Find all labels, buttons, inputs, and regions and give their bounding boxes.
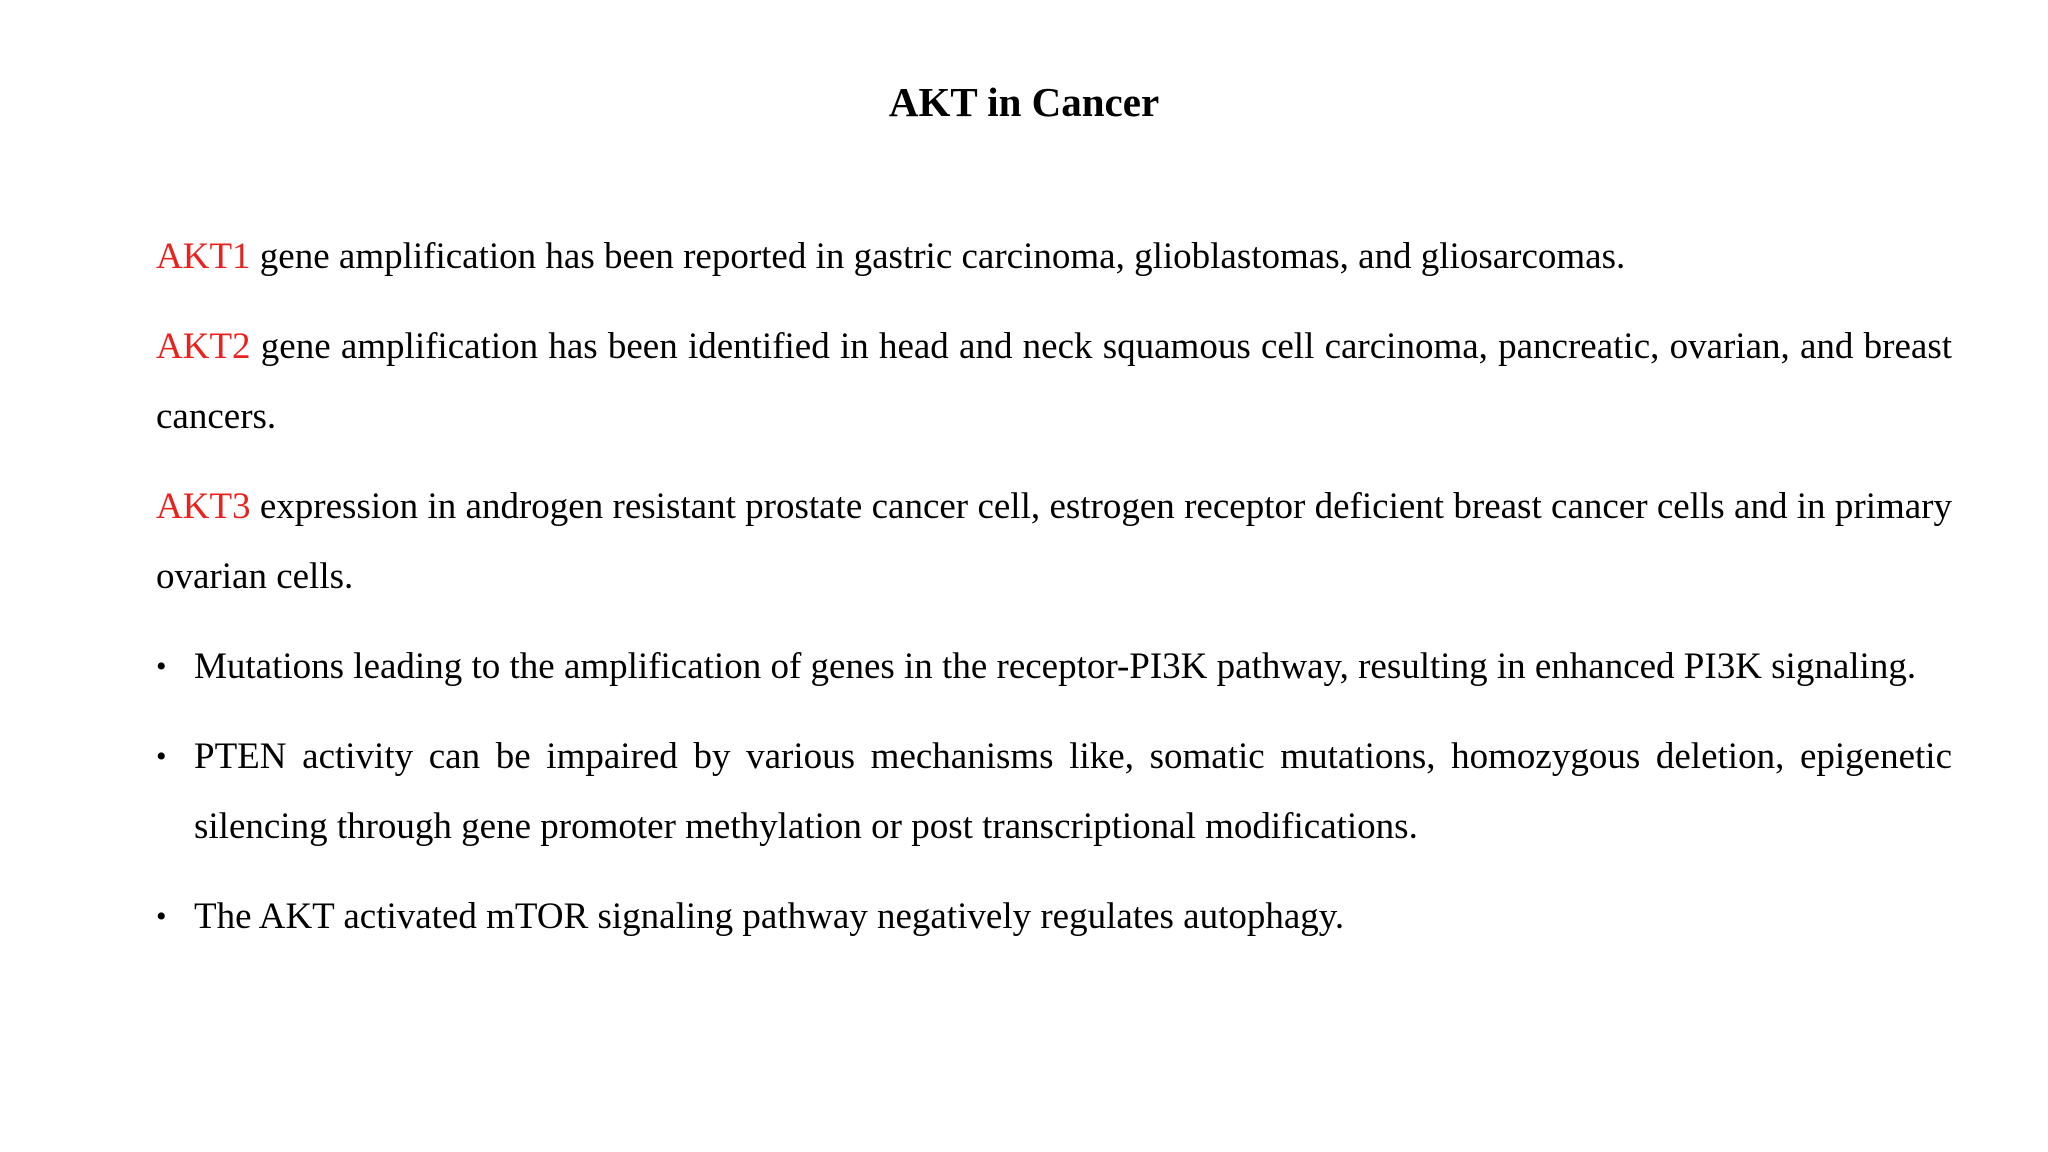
bullet-item-pten — [156, 722, 1952, 862]
akt1-description: gene amplification has been reported in gastric carcinoma, glioblastomas, and gliosarcomas. — [250, 236, 1626, 277]
bullet-icon: • — [156, 740, 167, 773]
akt1-paragraph — [156, 222, 1952, 292]
bullet-text: The AKT activated mTOR signaling pathway negatively regulates autophagy. — [194, 896, 1345, 937]
bullet-text: PTEN activity can be impaired by various mechanisms like, somatic mutations, homozygous deletion, epigenetic silencing through gene promoter methylation or post transcriptional modifications. — [194, 736, 1952, 847]
bullet-item-mtor — [156, 882, 1952, 952]
gene-name-akt3: AKT3 — [156, 486, 251, 527]
bullet-item-pi3k — [156, 632, 1952, 702]
slide-content — [156, 222, 1952, 972]
gene-name-akt2: AKT2 — [156, 326, 251, 367]
akt3-paragraph — [156, 472, 1952, 612]
akt2-paragraph — [156, 312, 1952, 452]
bullet-text: Mutations leading to the amplification of genes in the receptor-PI3K pathway, resulting in enhanced PI3K signaling. — [194, 646, 1917, 687]
gene-name-akt1: AKT1 — [156, 236, 251, 277]
akt2-description: gene amplification has been identified in head and neck squamous cell carcinoma, pancreatic, ovarian, and breast cancers. — [156, 326, 1952, 437]
slide-title: AKT in Cancer — [888, 79, 1160, 125]
bullet-icon: • — [156, 650, 167, 683]
bullet-icon: • — [156, 900, 167, 933]
akt3-description: expression in androgen resistant prostate cancer cell, estrogen receptor deficient breast cancer cells and in primary ovarian cells. — [156, 486, 1952, 597]
